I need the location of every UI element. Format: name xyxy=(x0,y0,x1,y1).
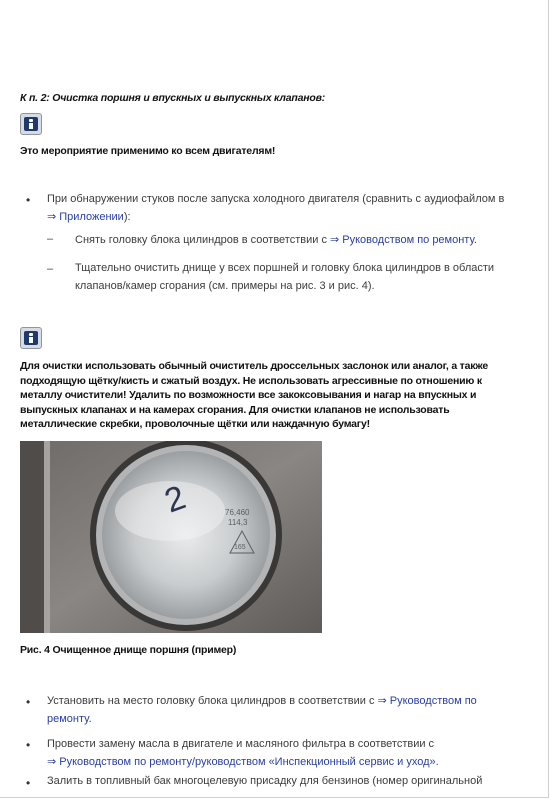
piston-number-marking: 2 xyxy=(159,478,191,521)
bullet-cold-engine-knock xyxy=(47,190,537,226)
piston-size-marking: 76,460 xyxy=(225,508,250,517)
bullet-marker: • xyxy=(26,776,31,790)
dash-marker: – xyxy=(47,233,54,245)
section-heading: К п. 2: Очистка поршня и впускных и выпускных клапанов: xyxy=(20,92,326,104)
service-manual-link[interactable]: ⇒ Руководством по ремонту/руководством «Инспекционный сервис и уход» xyxy=(47,756,436,768)
bullet-fuel-additive xyxy=(47,772,537,790)
dash-marker: – xyxy=(47,263,54,275)
repair-manual-link[interactable]: ⇒ Руководством по ремонту xyxy=(330,234,474,246)
block-edge-highlight xyxy=(44,441,50,633)
bullet-marker: • xyxy=(26,695,31,709)
note-line: металлические скребки, проволочные щётки или наждачную бумагу! xyxy=(20,418,370,431)
note-cleaning-instructions xyxy=(20,359,530,432)
piston-crown-photo xyxy=(20,441,322,633)
subitem-remove-head xyxy=(75,231,535,249)
info-icon xyxy=(20,113,42,135)
subitem-line: Тщательно очистить днище у всех поршней и головку блока цилиндров в области xyxy=(75,262,495,274)
bullet-marker: • xyxy=(26,193,31,207)
note-line: выпускных клапанах и на камерах сгорания. Для очистки клапанов не использовать xyxy=(20,403,450,416)
bullet-marker: • xyxy=(26,738,31,752)
bullet-oil-change xyxy=(47,735,537,771)
bullet-text: При обнаружении стуков после запуска холодного двигателя (сравнить с аудиофайлом в xyxy=(47,193,505,205)
repair-manual-link-cont[interactable]: ремонту xyxy=(47,713,89,725)
bullet-suffix: . xyxy=(88,713,92,725)
info-icon xyxy=(20,327,42,349)
subitem-text: Снять головку блока цилиндров в соответствии с xyxy=(75,234,327,246)
bullet-suffix: ): xyxy=(123,211,131,223)
bullet-text: Провести замену масла в двигателе и масляного фильтра в соответствии с xyxy=(47,738,435,750)
note-line: металлу очистители! Удалить по возможности все закоксовывания и нагар на впускных и xyxy=(20,389,477,402)
figure-caption: Рис. 4 Очищенное днище поршня (пример) xyxy=(20,644,237,656)
repair-manual-link[interactable]: ⇒ Руководством по xyxy=(377,695,477,707)
bullet-install-head xyxy=(47,692,537,728)
bullet-text: Установить на место головку блока цилиндров в соответствии с xyxy=(47,695,375,707)
subitem-clean-pistons xyxy=(75,259,535,295)
piston-weight-marking: 114,3 xyxy=(228,518,248,527)
bullet-suffix: . xyxy=(435,756,439,768)
appendix-link[interactable]: ⇒ Приложении xyxy=(47,211,124,223)
piston-code-marking: 165 xyxy=(234,544,246,551)
note-all-engines: Это мероприятие применимо ко всем двигателям! xyxy=(20,145,276,157)
subitem-line: клапанов/камер сгорания (см. примеры на рис. 3 и рис. 4). xyxy=(75,280,375,292)
bullet-text: Залить в топливный бак многоцелевую присадку для бензинов (номер оригинальной xyxy=(47,775,483,787)
block-edge xyxy=(20,441,44,633)
note-line: Для очистки использовать обычный очиститель дроссельных заслонок или аналог, а также xyxy=(20,360,489,372)
note-line: подходящую щётку/кисть и сжатый воздух. Не использовать агрессивные по отношению к xyxy=(20,374,482,387)
subitem-suffix: . xyxy=(473,234,477,246)
